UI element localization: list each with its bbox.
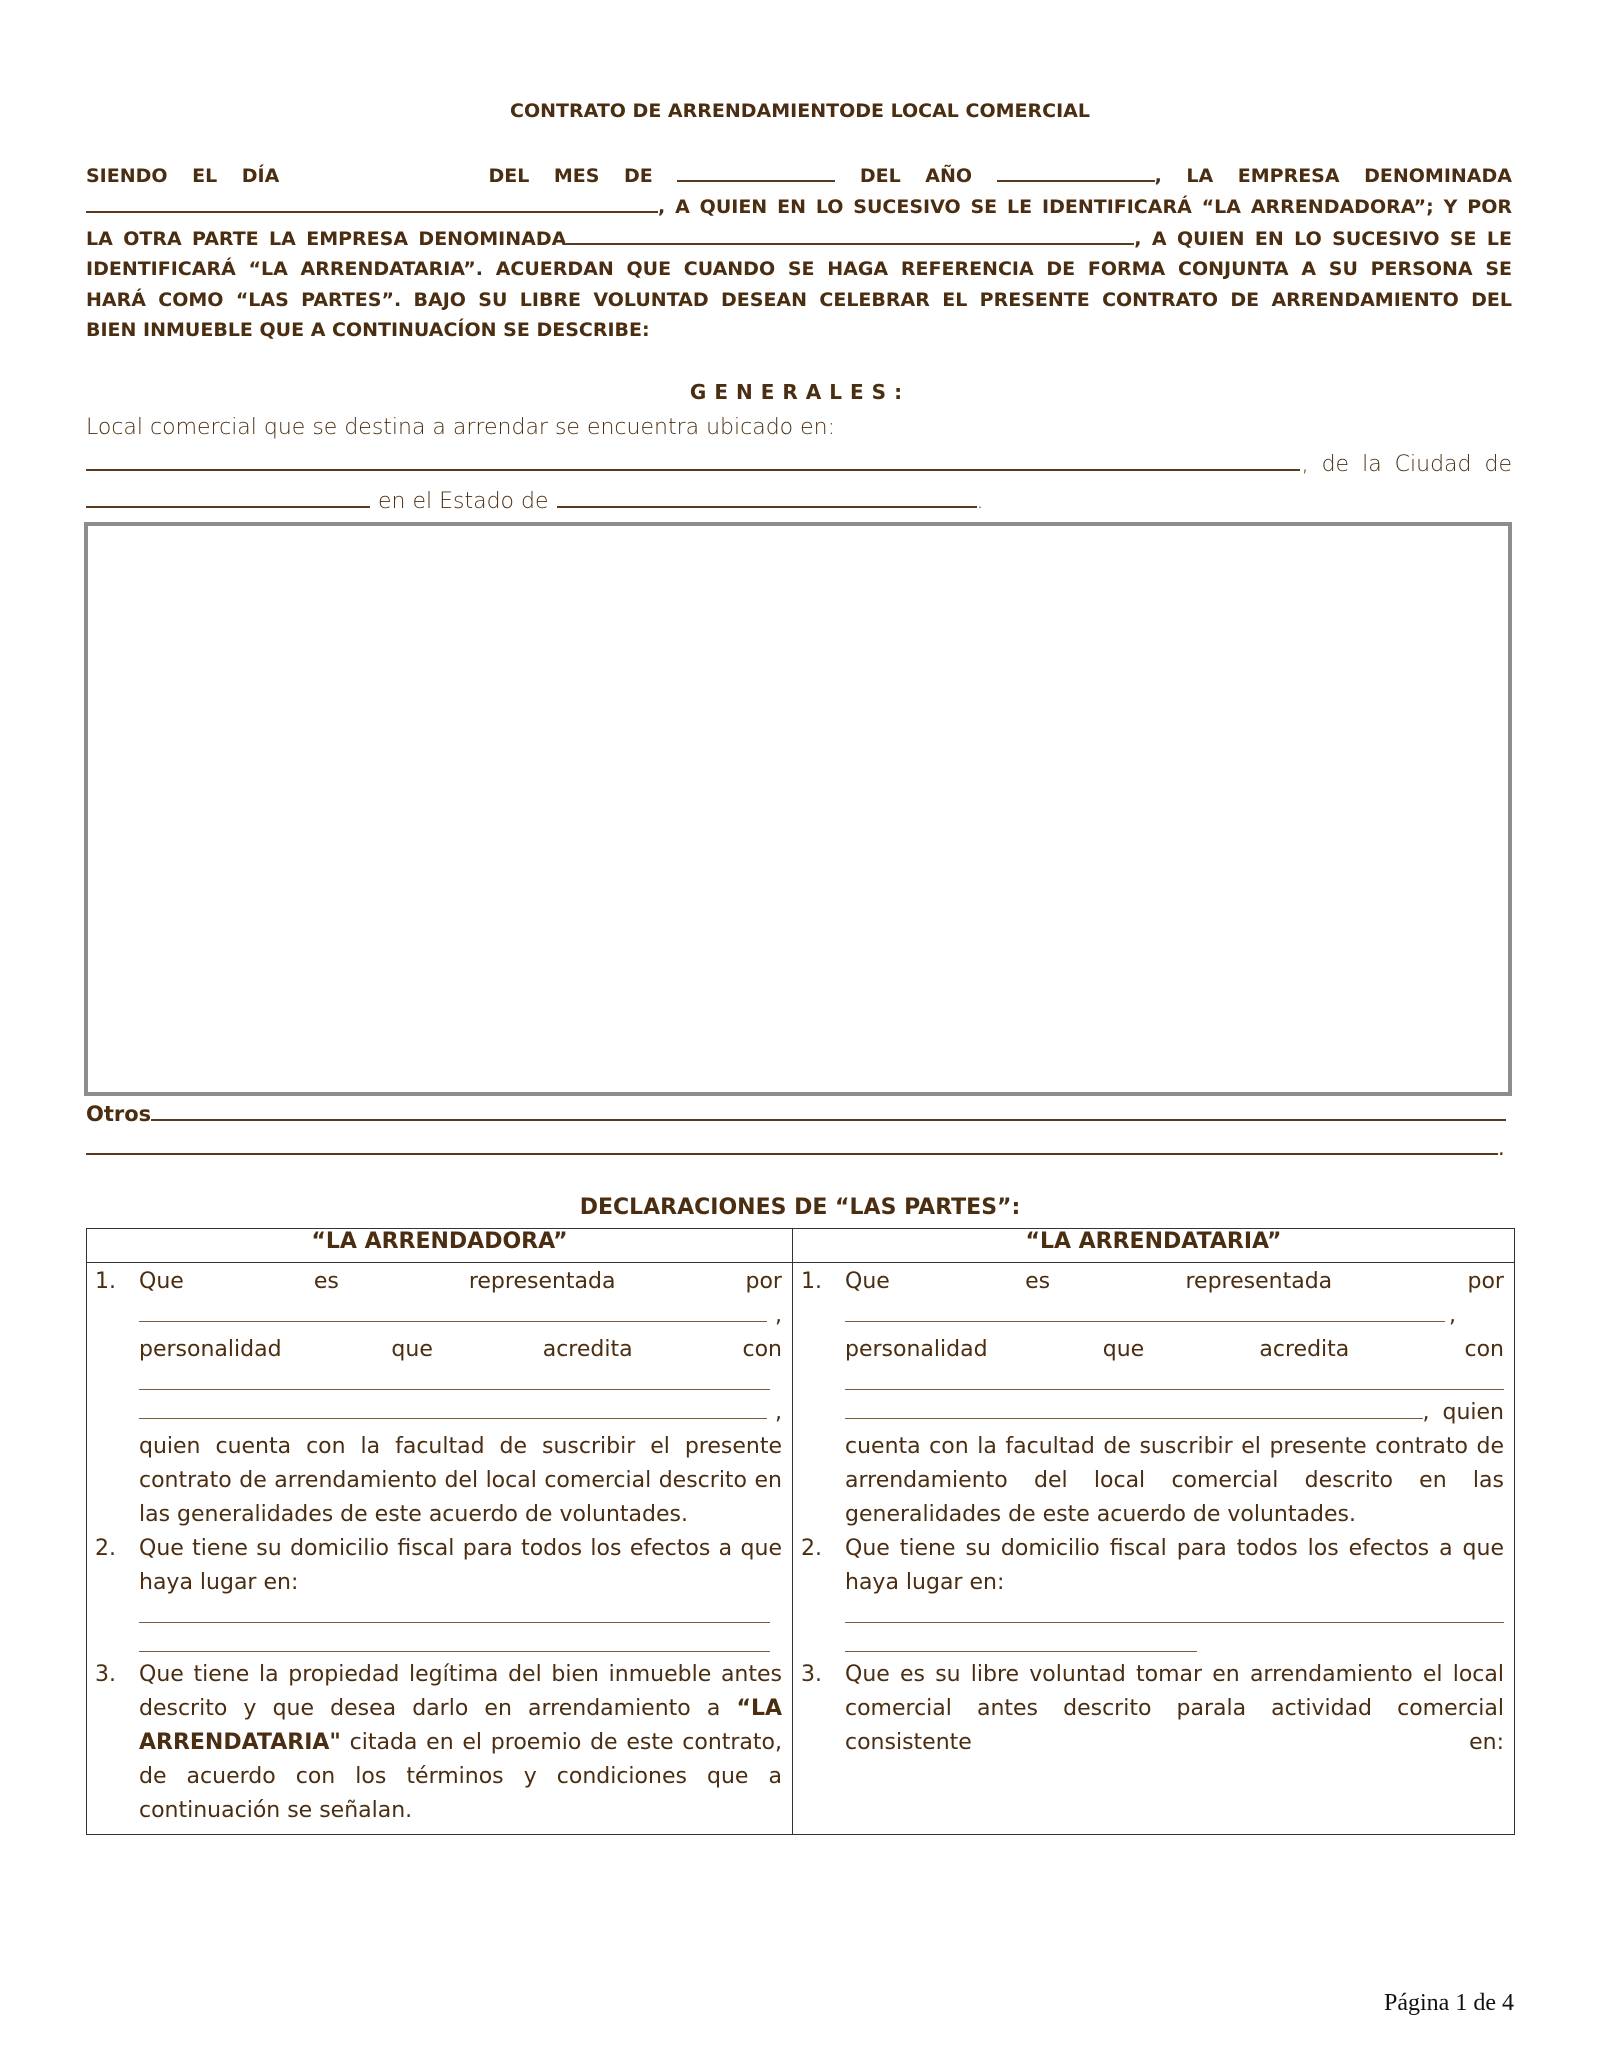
city-field[interactable] [86, 482, 370, 508]
word: con [1464, 1337, 1504, 1362]
intro-line-6: BIEN INMUEBLE QUE A CONTINUACÍON SE DESCRIBE: [86, 319, 650, 342]
location-intro [86, 411, 1512, 445]
word: acredita [542, 1337, 633, 1362]
item-number: 1. [95, 1269, 116, 1294]
credential-field-row-2 [845, 1396, 1504, 1430]
address-row [86, 445, 1512, 482]
item-body [845, 1265, 1504, 1532]
item-line [139, 1265, 782, 1299]
arrendadora-column [87, 1263, 793, 1835]
item-body [845, 1658, 1504, 1794]
item-body [139, 1658, 782, 1828]
declaration-item [91, 1265, 782, 1532]
item-number: 2. [801, 1536, 822, 1561]
representative-field[interactable] [139, 1299, 767, 1322]
item-number: 3. [95, 1662, 116, 1687]
otros-row-1 [86, 1097, 1506, 1131]
word: acredita [1259, 1337, 1350, 1362]
word: que [391, 1337, 433, 1362]
word: Que [845, 1269, 890, 1294]
otros-section [86, 1097, 1506, 1165]
fiscal-address-field[interactable] [139, 1600, 770, 1623]
item-text: cuenta con la facultad de suscribir el presente contrato de arrendamiento del local comercial descrito en las generalidades de este acuerdo de voluntades. [845, 1434, 1504, 1527]
month-field[interactable] [677, 160, 835, 182]
item-text: Que es su libre voluntad tomar en arrendamiento el local comercial antes descrito parala actividad comercial [845, 1662, 1504, 1721]
item-text: Que tiene su domicilio fiscal para todos los efectos a que haya lugar en: [845, 1536, 1504, 1595]
word: que [1102, 1337, 1145, 1362]
word: con [742, 1337, 782, 1362]
period: . [1498, 1136, 1505, 1160]
location-text: Local comercial que se destina a arrendar se encuentra ubicado en: [86, 415, 835, 440]
intro-line-1 [86, 160, 1512, 191]
property-image-box[interactable] [84, 522, 1512, 1096]
intro-text: DEL AÑO [859, 164, 973, 187]
credential-field[interactable] [845, 1367, 1504, 1390]
word: Que [139, 1269, 184, 1294]
arrendataria-column [793, 1263, 1515, 1835]
comma: , [775, 1303, 782, 1328]
word: representada [468, 1269, 616, 1294]
credential-field-row-2 [139, 1396, 782, 1430]
comma: , [775, 1400, 782, 1425]
word: es [313, 1269, 339, 1294]
item-text: citada en el proemio de este contrato, de acuerdo con los términos y condiciones que a continuación se señalan. [139, 1730, 782, 1823]
address-field-row-2 [139, 1629, 782, 1658]
document-title: CONTRATO DE ARRENDAMIENTODE LOCAL COMERCIAL [510, 100, 1090, 122]
address-field-row-2 [845, 1629, 1504, 1658]
intro-text: , LA EMPRESA DENOMINADA [1154, 164, 1512, 187]
otros-label: Otros [86, 1102, 152, 1126]
representative-field-row [845, 1299, 1504, 1333]
otros-field[interactable] [151, 1097, 1506, 1121]
credential-field-2[interactable] [845, 1396, 1423, 1419]
item-text: quien cuenta con la facultad de suscribir el presente contrato de arrendamiento del local comercial descrito en las generalidades de este acuerdo de voluntades. [139, 1434, 782, 1527]
word: en: [1469, 1730, 1504, 1755]
intro-line-4: IDENTIFICARÁ “LA ARRENDATARIA”. ACUERDAN QUE CUANDO SE HAGA REFERENCIA DE FORMA CONJUNTA A SU PERSONA SE [86, 258, 1512, 281]
intro-text: DEL MES DE [488, 164, 653, 187]
intro-line-2 [86, 191, 1512, 222]
item-text: Que tiene su domicilio fiscal para todos los efectos a que haya lugar en: [139, 1536, 782, 1595]
intro-line-3 [86, 223, 1512, 254]
word: es [1025, 1269, 1051, 1294]
declaration-item [91, 1658, 782, 1828]
state-field[interactable] [557, 482, 977, 508]
arrendadora-header: “LA ARRENDADORA” [87, 1229, 793, 1263]
item-line [845, 1333, 1504, 1367]
intro-text: , A QUIEN EN LO SUCESIVO SE LE [1134, 227, 1512, 250]
page-number: Página 1 de 4 [1384, 1990, 1514, 2016]
item-body [139, 1265, 782, 1532]
intro-text: SIENDO EL DÍA [86, 164, 280, 187]
city-state-row [86, 482, 1512, 519]
period: . [976, 489, 984, 514]
arrendataria-name-field[interactable] [566, 223, 1134, 245]
address-field-row [845, 1600, 1504, 1629]
word: consistente [845, 1730, 972, 1755]
item-line [845, 1265, 1504, 1299]
credential-field[interactable] [139, 1367, 770, 1390]
representative-field[interactable] [845, 1299, 1445, 1322]
otros-field-2[interactable] [86, 1131, 1498, 1155]
item-body [845, 1532, 1504, 1658]
quien-text: , quien [1422, 1400, 1504, 1425]
item-number: 2. [95, 1536, 116, 1561]
word: personalidad [139, 1337, 282, 1362]
word: por [1467, 1269, 1504, 1294]
word: por [745, 1269, 782, 1294]
activity-field[interactable] [845, 1760, 1504, 1794]
item-line [139, 1333, 782, 1367]
generales-heading: GENERALES: [689, 380, 911, 404]
declaration-item [91, 1532, 782, 1658]
word: representada [1185, 1269, 1333, 1294]
declaraciones-table [86, 1228, 1515, 1835]
intro-paragraph [86, 160, 1512, 346]
fiscal-address-field-2[interactable] [139, 1629, 770, 1652]
otros-row-2 [86, 1131, 1506, 1165]
representative-field-row [139, 1299, 782, 1333]
credential-field-row [139, 1367, 782, 1396]
comma: , [1449, 1303, 1456, 1328]
arrendataria-ref: “LA ARRENDATARIA" [139, 1696, 782, 1755]
fiscal-address-field-2[interactable] [845, 1629, 1197, 1652]
declaration-item [797, 1658, 1504, 1794]
item-number: 3. [801, 1662, 822, 1687]
arrendadora-name-field[interactable] [86, 191, 658, 213]
intro-text: , A QUIEN EN LO SUCESIVO SE LE IDENTIFICARÁ “LA ARRENDADORA”; Y POR [658, 196, 1512, 219]
generales-section [86, 411, 1512, 519]
item-body [139, 1532, 782, 1658]
address-field[interactable] [86, 445, 1300, 471]
item-text: Que tiene la propiedad legítima del bien inmueble antes descrito y que desea darlo en arrendamiento a [139, 1662, 782, 1721]
credential-field-2[interactable] [139, 1396, 767, 1419]
ciudad-label-text: , de la Ciudad de [1301, 452, 1512, 477]
word: personalidad [845, 1337, 988, 1362]
declaration-item [797, 1532, 1504, 1658]
year-field[interactable] [997, 160, 1155, 182]
day-field[interactable] [304, 160, 464, 182]
ciudad-label [1300, 448, 1512, 482]
estado-label: en el Estado de [378, 489, 549, 514]
intro-line-5: HARÁ COMO “LAS PARTES”. BAJO SU LIBRE VOLUNTAD DESEAN CELEBRAR EL PRESENTE CONTRATO DE ARRENDAMIENTO DEL [86, 288, 1512, 311]
item-line [845, 1726, 1504, 1760]
credential-field-row [845, 1367, 1504, 1396]
declaration-item [797, 1265, 1504, 1532]
item-number: 1. [801, 1269, 822, 1294]
arrendataria-header: “LA ARRENDATARIA” [793, 1229, 1515, 1263]
intro-text: LA OTRA PARTE LA EMPRESA DENOMINADA [86, 227, 567, 250]
address-field-row [139, 1600, 782, 1629]
declaraciones-heading: DECLARACIONES DE “LAS PARTES”: [579, 1195, 1021, 1220]
fiscal-address-field[interactable] [845, 1600, 1504, 1623]
